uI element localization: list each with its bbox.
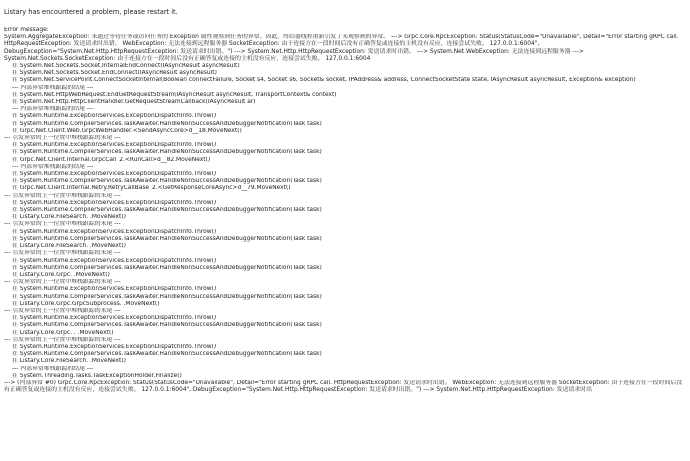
error-heading: Error message: xyxy=(4,27,49,33)
stack-trace-line: 在 Listary.Core.Grpc.GrpcSubprocess. .MoveNext() xyxy=(12,300,160,307)
stack-trace-line: 在 System.Runtime.CompilerServices.TaskAwaiter.HandleNonSuccessAndDebuggerNotification(Task task) xyxy=(12,120,322,127)
stack-trace-line: 在 System.Threading.Tasks.TaskExceptionHolder.Finalize() xyxy=(12,372,182,379)
stack-trace-line: 在 System.Runtime.ExceptionServices.ExceptionDispatchInfo.Throw() xyxy=(12,171,217,178)
error-details xyxy=(4,27,685,394)
stack-trace-line: --- 内部异常堆栈跟踪的结尾 --- xyxy=(12,163,94,170)
stack-trace-line: 在 Grpc.Net.Client.Internal.GrpcCall`2.<RunCall>d__82.MoveNext() xyxy=(12,156,211,163)
stack-trace-line: 在 Listary.Core.FileSearch. .MoveNext() xyxy=(12,358,126,365)
stack-trace-line: 在 System.Runtime.CompilerServices.TaskAwaiter.HandleNonSuccessAndDebuggerNotification(Task task) xyxy=(12,264,322,271)
stack-trace-line: 在 System.Runtime.ExceptionServices.ExceptionDispatchInfo.Throw() xyxy=(12,343,217,350)
stack-trace-line: 在 System.Net.HttpWebRequest.EndGetRequestStream(IAsyncResult asyncResult, TransportContext& context) xyxy=(12,91,337,98)
stack-trace-line: 在 System.Net.Sockets.Socket.InternalEndConnect(IAsyncResult asyncResult) xyxy=(12,63,240,70)
stack-trace-line: --- 引发异常的上一位置中堆栈跟踪的末尾 --- xyxy=(4,135,121,142)
stack-trace-line: 在 System.Net.ServicePoint.ConnectSocketInternal(Boolean connectFailure, Socket s4, Socket s6, Socket& socket, IPAddress& address, ConnectSocketState state, IAsyncResult asyncResult, Exception& exception) xyxy=(12,77,636,84)
stack-trace-line: 在 Listary.Core.FileSearch. .MoveNext() xyxy=(12,243,126,250)
stack-trace-line: --- 引发异常的上一位置中堆栈跟踪的末尾 --- xyxy=(4,221,121,228)
error-title: Listary has encountered a problem, please restart it. xyxy=(4,8,178,16)
stack-trace xyxy=(4,34,685,394)
stack-trace-line: 在 Listary.Core.FileSearch. .MoveNext() xyxy=(12,214,126,221)
stack-trace-line: 在 System.Runtime.CompilerServices.TaskAwaiter.HandleNonSuccessAndDebuggerNotification(Task task) xyxy=(12,149,322,156)
stack-trace-line: 在 System.Net.Http.HttpClientHandler.GetRequestStreamCallback(IAsyncResult ar) xyxy=(12,99,256,106)
stack-trace-line: --- 内部异常堆栈跟踪的结尾 --- xyxy=(12,84,94,91)
stack-trace-line: 在 System.Runtime.CompilerServices.TaskAwaiter.HandleNonSuccessAndDebuggerNotification(Task task) xyxy=(12,351,322,358)
stack-trace-line: 在 System.Net.Sockets.Socket.EndConnect(IAsyncResult asyncResult) xyxy=(12,70,217,77)
stack-trace-line: 在 System.Runtime.CompilerServices.TaskAwaiter.HandleNonSuccessAndDebuggerNotification(Task task) xyxy=(12,178,322,185)
stack-trace-line: --- 引发异常的上一位置中堆栈跟踪的末尾 --- xyxy=(4,336,121,343)
stack-trace-line: 在 System.Runtime.ExceptionServices.ExceptionDispatchInfo.Throw() xyxy=(12,257,217,264)
stack-trace-line: --- 内部异常堆栈跟踪的结尾 --- xyxy=(12,365,94,372)
stack-trace-line: 在 System.Runtime.ExceptionServices.ExceptionDispatchInfo.Throw() xyxy=(12,315,217,322)
stack-trace-line: --- 引发异常的上一位置中堆栈跟踪的末尾 --- xyxy=(4,307,121,314)
stack-trace-line: --- 引发异常的上一位置中堆栈跟踪的末尾 --- xyxy=(4,279,121,286)
stack-trace-line: --- 引发异常的上一位置中堆栈跟踪的末尾 --- xyxy=(4,192,121,199)
stack-trace-line: --- 内部异常堆栈跟踪的结尾 --- xyxy=(12,106,94,113)
spacer xyxy=(4,17,685,27)
stack-trace-line: 在 Grpc.Net.Client.Internal.Retry.RetryCallBase`2.<GetResponseCoreAsync>d__79.MoveNext() xyxy=(12,185,291,192)
stack-trace-line: System.AggregateException: 未通过等待任务或访问任务的 Exception 属性观察到任务的异常。因此，终结器线程重新引发了未观察到的异常。 ---> Grpc.Core.RpcException: Status(StatusCode="Unavailable", Detail="Error starting gRPC call. HttpRequestException: 发送请求时出错。 WebException: 无法连接到远程服务器 SocketException: 由于连接方在一段时间后没有正确答复或连接的主机没有反应，连接尝试失败。 127.0.0.1:6004", DebugException="System.Net.Http.HttpRequestException: 发送请求时出错。") ---> System.Net.Http.HttpRequestException: 发送请求时出错。 ---> System.Net.WebException: 无法连接到远程服务器 ---> System.Net.Sockets.SocketException: 由于连接方在一段时间后没有正确答复或连接的主机没有反应，连接尝试失败。 127.0.0.1:6004 xyxy=(4,34,679,62)
stack-trace-line: 在 System.Runtime.ExceptionServices.ExceptionDispatchInfo.Throw() xyxy=(12,228,217,235)
stack-trace-line: 在 Listary.Core.Grpc. .MoveNext() xyxy=(12,271,110,278)
stack-trace-line: 在 System.Runtime.ExceptionServices.ExceptionDispatchInfo.Throw() xyxy=(12,199,217,206)
stack-trace-line: 在 System.Runtime.ExceptionServices.ExceptionDispatchInfo.Throw() xyxy=(12,286,217,293)
stack-trace-line: 在 System.Runtime.ExceptionServices.ExceptionDispatchInfo.Throw() xyxy=(12,113,217,120)
stack-trace-line: 在 System.Runtime.ExceptionServices.ExceptionDispatchInfo.Throw() xyxy=(12,142,217,149)
stack-trace-line: 在 System.Runtime.CompilerServices.TaskAwaiter.HandleNonSuccessAndDebuggerNotification(Task task) xyxy=(12,235,322,242)
stack-trace-line: 在 System.Runtime.CompilerServices.TaskAwaiter.HandleNonSuccessAndDebuggerNotification(Task task) xyxy=(12,207,322,214)
stack-trace-line: --- 引发异常的上一位置中堆栈跟踪的末尾 --- xyxy=(4,250,121,257)
stack-trace-line: 在 System.Runtime.CompilerServices.TaskAwaiter.HandleNonSuccessAndDebuggerNotification(Task task) xyxy=(12,322,322,329)
stack-trace-line: 在 Grpc.Net.Client.Web.GrpcWebHandler.<SendAsyncCore>d__18.MoveNext() xyxy=(12,127,242,134)
stack-trace-line: 在 System.Runtime.CompilerServices.TaskAwaiter.HandleNonSuccessAndDebuggerNotification(Task task) xyxy=(12,293,322,300)
stack-trace-line: ---> (内部异常 #0) Grpc.Core.RpcException: Status(StatusCode="Unavailable", Detail="Error starting gRPC call. HttpRequestException: 发送请求时出错。 WebException: 无法连接到远程服务器 SocketException: 由于连接方在一段时间后没有正确答复或连接的主机没有反应，连接尝试失败。 127.0.0.1:6004", DebugException="System.Net.Http.HttpRequestException: 发送请求时出错。") ---> System.Net.Http.HttpRequestException: 发送请求时出 xyxy=(4,379,683,394)
stack-trace-line: 在 Listary.Core.Grpc. . .MoveNext() xyxy=(12,329,114,336)
